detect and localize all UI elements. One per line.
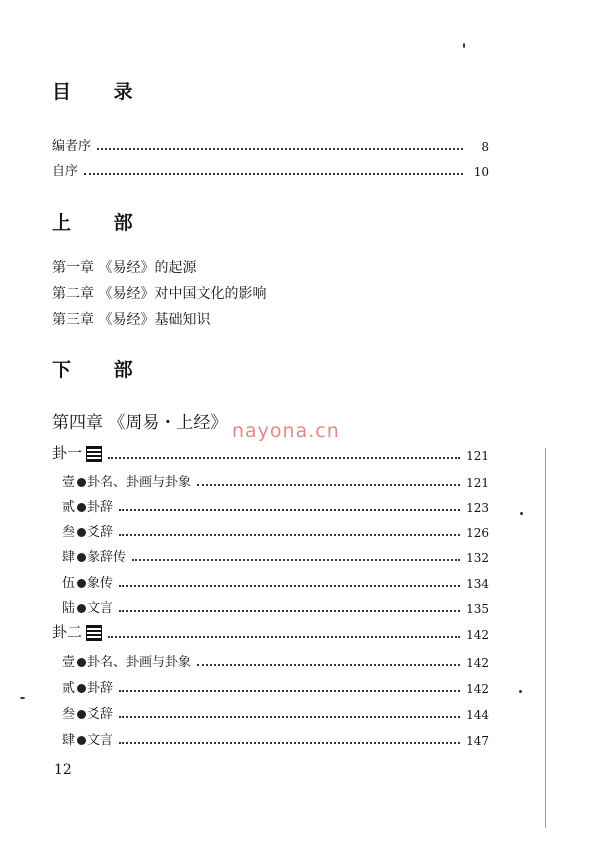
leader-dots [119,509,460,511]
section-num: 肆 [62,550,76,565]
section-label: 象传 [87,576,114,591]
bullet-icon [77,710,86,719]
toc-page: 134 [466,577,489,591]
watermark-text: nayona.cn [232,420,340,442]
chapter-one[interactable]: 第一章 《易经》的起源 [52,260,197,276]
section-num: 壹 [62,655,76,670]
section-label: 卦辞 [87,681,114,696]
leader-dots [108,636,460,638]
leader-dots [197,664,460,666]
toc-page: 121 [466,476,489,490]
leader-dots [108,457,460,459]
toc-page: 10 [473,165,489,179]
section-label: 爻辞 [87,707,114,722]
gua-label: 卦一 [52,444,83,462]
chapter-four[interactable]: 第四章 《周易・上经》 [52,413,228,433]
section-num: 贰 [62,500,76,515]
toc-row-gua-two[interactable] [52,624,489,642]
section-label: 文言 [87,733,114,748]
toc-label: 编者序 [52,139,92,154]
scan-speck [463,43,465,48]
scan-speck [520,512,523,515]
toc-row-gua1-sec6[interactable] [62,598,489,616]
page-number: 12 [54,762,72,778]
toc-page: 126 [466,526,489,540]
section-num: 肆 [62,733,76,748]
toc-page: 121 [466,449,489,463]
toc-page: 142 [466,628,489,642]
bullet-icon [77,579,86,588]
bullet-icon [77,604,86,613]
leader-dots [197,484,460,486]
section-num: 陆 [62,601,76,616]
bullet-icon [77,736,86,745]
section-num: 壹 [62,475,76,490]
gua-label: 卦二 [52,623,83,641]
toc-row-gua1-sec5[interactable] [62,573,489,591]
section-num: 叁 [62,525,76,540]
bullet-icon [77,478,86,487]
toc-page: 132 [466,551,489,565]
leader-dots [84,173,463,175]
leader-dots [119,585,460,587]
bullet-icon [77,528,86,537]
toc-label: 自序 [52,164,79,179]
toc-row-gua2-sec3[interactable] [62,704,489,722]
contents-title: 目 录 [52,81,151,103]
toc-row-gua2-sec2[interactable] [62,678,489,696]
leader-dots [119,690,460,692]
toc-page: 135 [466,602,489,616]
bullet-icon [77,684,86,693]
bullet-icon [77,553,86,562]
leader-dots [119,534,460,536]
bullet-icon [77,503,86,512]
toc-row-gua1-sec4[interactable] [62,547,489,565]
hexagram-icon [86,446,102,462]
leader-dots [119,610,460,612]
toc-row-gua1-sec2[interactable] [62,497,489,515]
part-one-title: 上 部 [52,212,151,234]
section-num: 贰 [62,681,76,696]
hexagram-icon [86,625,102,641]
section-label: 卦辞 [87,500,114,515]
toc-row-gua1-sec3[interactable] [62,522,489,540]
part-two-title: 下 部 [52,359,151,381]
scan-speck [20,697,25,699]
toc-page: 147 [466,734,489,748]
section-label: 爻辞 [87,525,114,540]
toc-row-preface-editor[interactable] [52,136,489,154]
section-label: 卦名、卦画与卦象 [87,655,192,670]
chapter-three[interactable]: 第三章 《易经》基础知识 [52,312,211,328]
toc-page: 144 [466,708,489,722]
scan-speck [519,690,522,693]
leader-dots [97,148,463,150]
section-num: 伍 [62,576,76,591]
section-label: 文言 [87,601,114,616]
leader-dots [119,742,460,744]
toc-row-gua2-sec4[interactable] [62,730,489,748]
toc-row-gua-one[interactable] [52,445,489,463]
section-label: 卦名、卦画与卦象 [87,475,192,490]
toc-row-gua1-sec1[interactable] [62,472,489,490]
toc-row-preface-author[interactable] [52,161,489,179]
leader-dots [119,716,460,718]
toc-page: 8 [481,140,489,154]
leader-dots [132,559,460,561]
bullet-icon [77,658,86,667]
scan-edge-line [545,448,546,828]
toc-page: 142 [466,682,489,696]
section-num: 叁 [62,707,76,722]
toc-row-gua2-sec1[interactable] [62,652,489,670]
toc-page: 142 [466,656,489,670]
chapter-two[interactable]: 第二章 《易经》对中国文化的影响 [52,286,267,302]
toc-page: 123 [466,501,489,515]
section-label: 彖辞传 [87,550,127,565]
